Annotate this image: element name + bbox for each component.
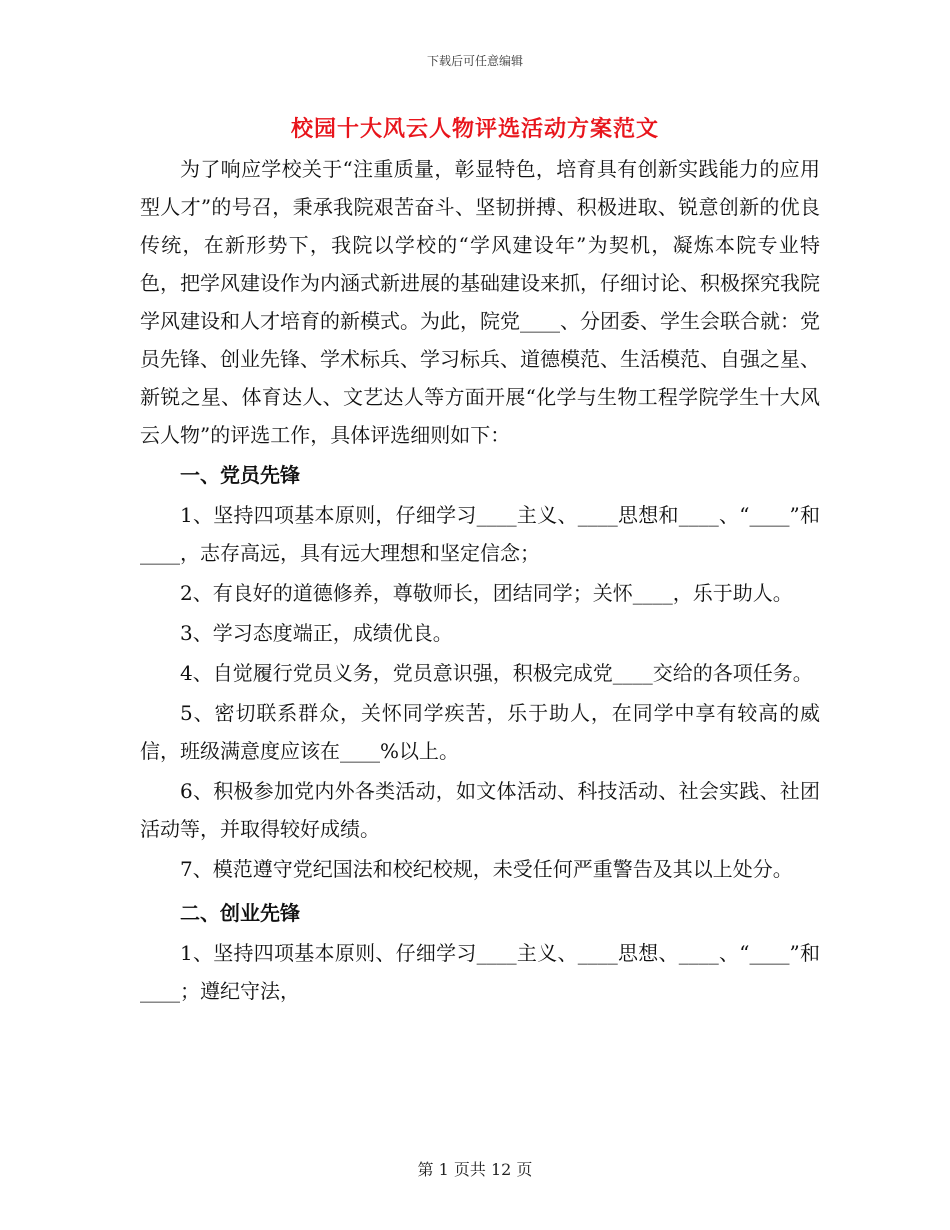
document-title: 校园十大风云人物评选活动方案范文 — [290, 116, 659, 142]
intro-paragraph: 为了响应学校关于“注重质量，彰显特色，培育具有创新实践能力的应用型人才”的号召，秉承我院艰苦奋斗、坚韧拼搏、积极进取、锐意创新的优良传统，在新形势下，我院以学校的“学风建设年”为契机，凝炼本院专业特色，把学风建设作为内涵式新进展的基础建设来抓，仔细讨论、积极探究我院学风建设和人才培育的新模式。为此，院党____、分团委、学生会联合就：党员先锋、创业先锋、学术标兵、学习标兵、道德模范、生活模范、自强之星、新锐之星、体育达人、文艺达人等方面开展“化学与生物工程学院学生十大风云人物”的评选工作，具体评选细则如下： — [140, 157, 820, 447]
list-item: 3、学习态度端正，成绩优良。 — [180, 621, 453, 645]
list-item: 1、坚持四项基本原则，仔细学习____主义、____思想和____、“____”和____，志存高远，具有远大理想和坚定信念； — [140, 503, 820, 565]
section-heading-startup-pioneer: 二、创业先锋 — [180, 901, 300, 925]
list-item: 7、模范遵守党纪国法和校纪校规，未受任何严重警告及其以上处分。 — [180, 857, 793, 881]
page-number: 第 1 页共 12 页 — [417, 1160, 533, 1179]
page-header-note: 下载后可任意编辑 — [426, 54, 523, 68]
list-item: 2、有良好的道德修养，尊敬师长，团结同学；关怀____，乐于助人。 — [180, 581, 793, 605]
document-body — [140, 150, 820, 1010]
list-item: 4、自觉履行党员义务，党员意识强，积极完成党____交给的各项任务。 — [180, 661, 813, 685]
list-item: 6、积极参加党内外各类活动，如文体活动、科技活动、社会实践、社团活动等，并取得较好成绩。 — [140, 779, 820, 841]
list-item: 1、坚持四项基本原则、仔细学习____主义、____思想、____、“____”和____；遵纪守法， — [140, 941, 820, 1003]
section-heading-party-pioneer: 一、党员先锋 — [180, 463, 300, 487]
list-item: 5、密切联系群众，关怀同学疾苦，乐于助人，在同学中享有较高的威信，班级满意度应该在____%以上。 — [140, 701, 820, 763]
